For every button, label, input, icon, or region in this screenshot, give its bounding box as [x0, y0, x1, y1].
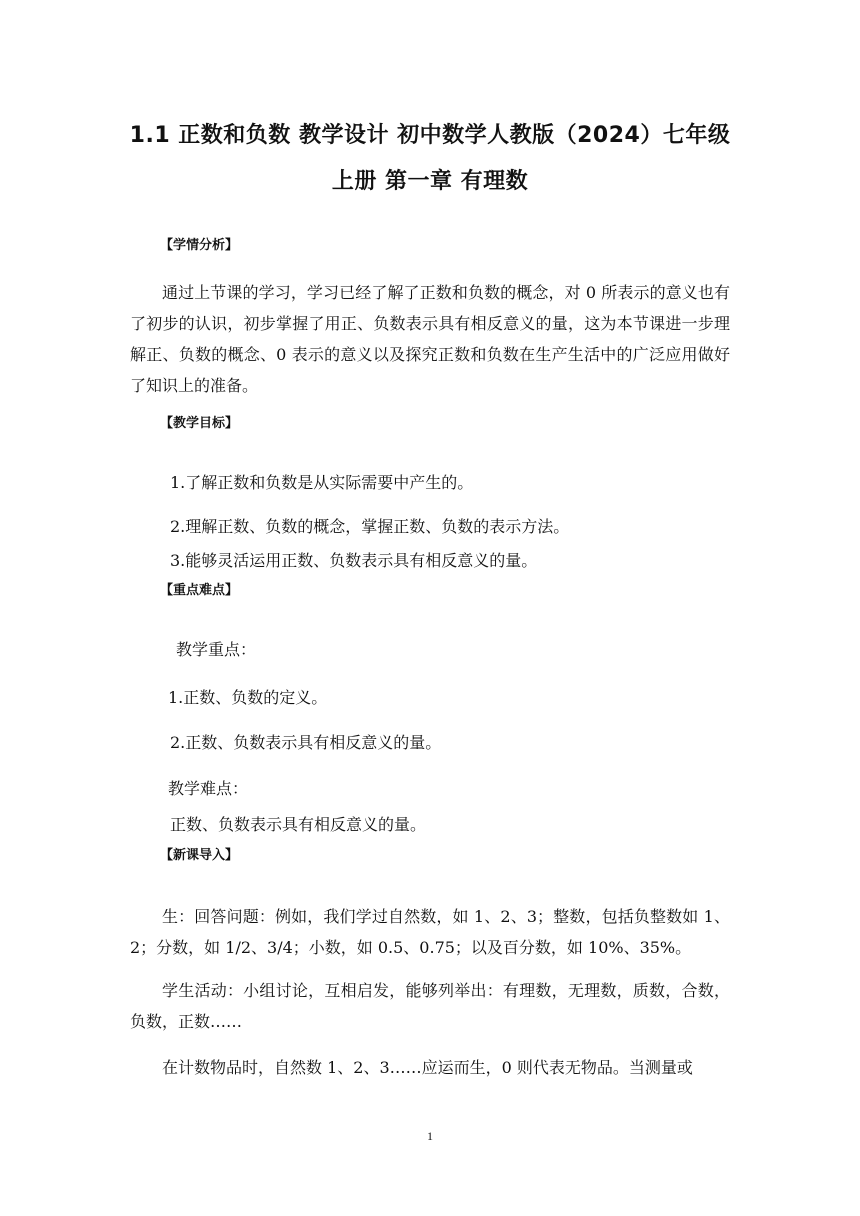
document-title-line-2: 上册 第一章 有理数 [331, 169, 529, 194]
intro-paragraph-2: 学生活动：小组讨论，互相启发，能够列举出：有理数，无理数，质数，合数，负数，正数…… [130, 981, 730, 1031]
intro-paragraph-1: 生：回答问题：例如，我们学过自然数，如 1、2、3；整数，包括负整数如 1、2；分数，如 1/2、3/4；小数，如 0.5、0.75；以及百分数，如 10%、35%。 [130, 907, 730, 957]
page-number: 1 [427, 1129, 433, 1143]
analysis-paragraph: 通过上节课的学习，学习已经了解了正数和负数的概念，对 0 所表示的意义也有了初步的认识，初步掌握了用正、负数表示具有相反意义的量，这为本节课进一步理解正、负数的概念、0 表示的意义以及探究正数和负数在生产生活中的广泛应用做好了知识上的准备。 [130, 283, 730, 395]
document-title-line-1: 1.1 正数和负数 教学设计 初中数学人教版（2024）七年级 [129, 123, 731, 148]
section-heading-analysis: 【学情分析】 [160, 238, 239, 253]
focus-label: 教学重点： [176, 640, 257, 659]
difficulty-item: 正数、负数表示具有相反意义的量。 [170, 815, 427, 834]
focus-item-1: 1.正数、负数的定义。 [168, 688, 328, 707]
section-heading-intro: 【新课导入】 [160, 848, 239, 863]
focus-item-2: 2.正数、负数表示具有相反意义的量。 [170, 733, 442, 752]
intro-paragraph-3: 在计数物品时，自然数 1、2、3……应运而生，0 则代表无物品。当测量或 [162, 1058, 693, 1077]
goal-item-3: 3.能够灵活运用正数、负数表示具有相反意义的量。 [170, 551, 538, 570]
goal-item-2: 2.理解正数、负数的概念，掌握正数、负数的表示方法。 [170, 517, 570, 536]
section-heading-goals: 【教学目标】 [160, 416, 239, 431]
section-heading-key-points: 【重点难点】 [160, 583, 239, 598]
difficulty-label: 教学难点： [168, 779, 249, 798]
goal-item-1: 1.了解正数和负数是从实际需要中产生的。 [170, 473, 474, 492]
